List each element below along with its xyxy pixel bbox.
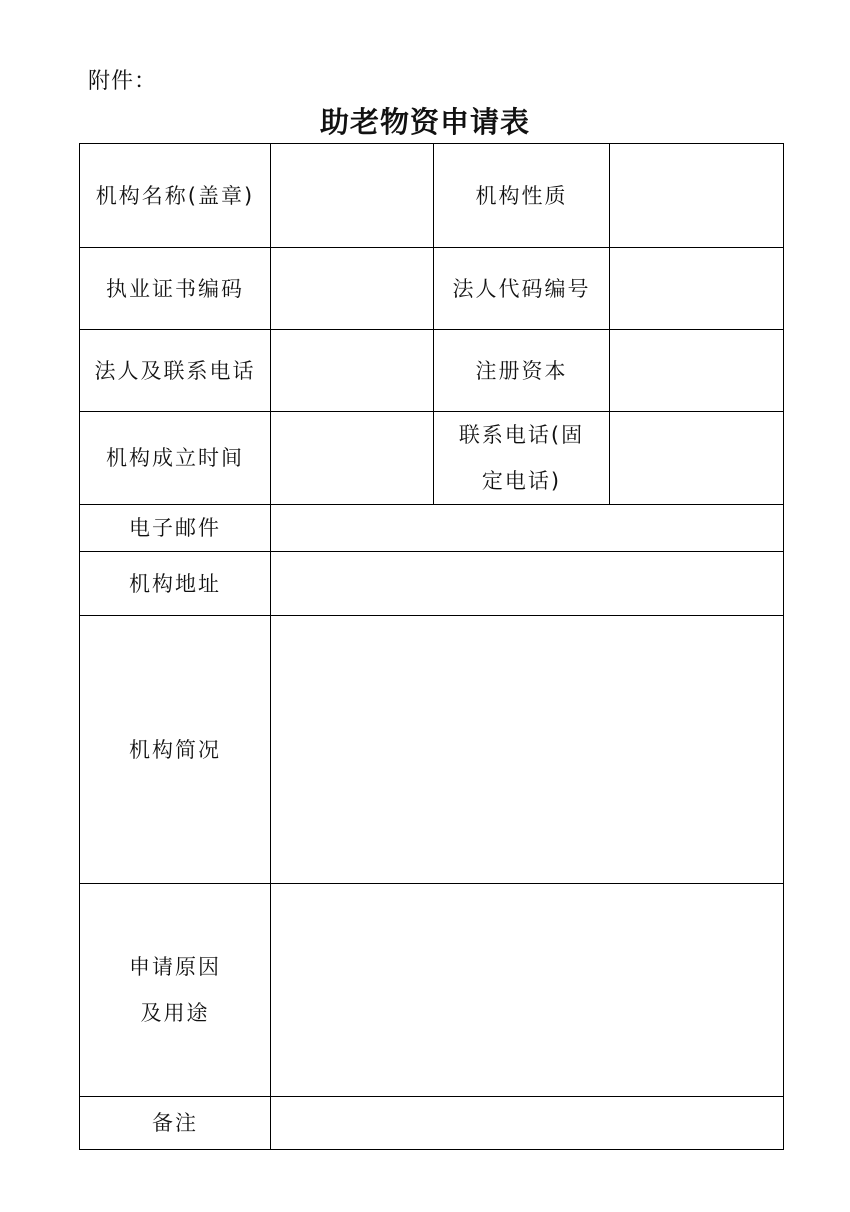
attachment-label: 附件： — [88, 69, 158, 94]
form-title: 助老物资申请表 — [319, 105, 530, 139]
reason-usage-label: 申请原因 及用途 — [80, 884, 271, 1097]
remarks-label: 备注 — [80, 1097, 271, 1150]
license-code-label: 执业证书编码 — [80, 248, 271, 330]
application-form-table — [79, 143, 784, 1150]
remarks-field[interactable] — [271, 1097, 784, 1150]
org-nature-label: 机构性质 — [434, 144, 610, 248]
email-label: 电子邮件 — [80, 505, 271, 552]
legal-code-field[interactable] — [610, 248, 784, 330]
address-field[interactable] — [271, 552, 784, 616]
landline-field[interactable] — [610, 412, 784, 505]
org-overview-label: 机构简况 — [80, 616, 271, 884]
address-label: 机构地址 — [80, 552, 271, 616]
registered-capital-field[interactable] — [610, 330, 784, 412]
org-name-label: 机构名称(盖章) — [80, 144, 271, 248]
org-overview-field[interactable] — [271, 616, 784, 884]
registered-capital-label: 注册资本 — [434, 330, 610, 412]
reason-usage-field[interactable] — [271, 884, 784, 1097]
legal-person-phone-field[interactable] — [271, 330, 434, 412]
license-code-field[interactable] — [271, 248, 434, 330]
org-name-field[interactable] — [271, 144, 434, 248]
landline-label: 联系电话(固 定电话) — [434, 412, 610, 505]
org-nature-field[interactable] — [610, 144, 784, 248]
legal-code-label: 法人代码编号 — [434, 248, 610, 330]
founded-date-field[interactable] — [271, 412, 434, 505]
legal-person-phone-label: 法人及联系电话 — [80, 330, 271, 412]
founded-date-label: 机构成立时间 — [80, 412, 271, 505]
email-field[interactable] — [271, 505, 784, 552]
